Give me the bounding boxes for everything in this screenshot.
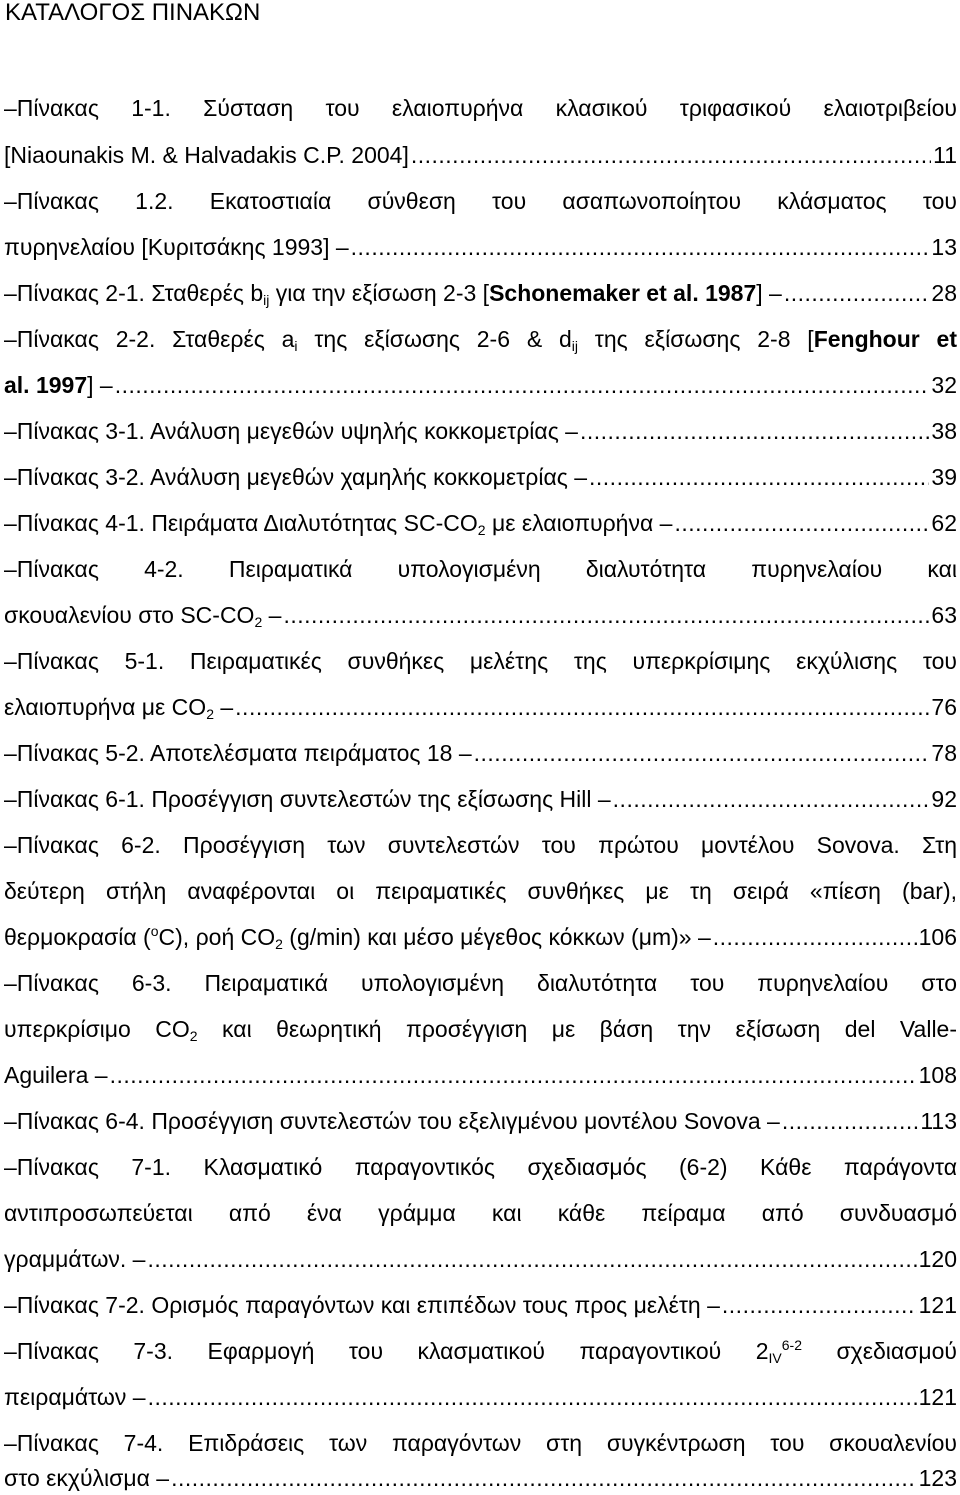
toc-entry-text: πειραμάτων – <box>4 1384 146 1410</box>
page-number: 11 <box>933 142 957 168</box>
toc-entry-17-line-1[interactable]: –Πίνακας 7-3. Εφαρμογή του κλασματικού παραγοντικού $2_{IV}^{6-2}$ σχεδιασμού <box>4 1337 957 1366</box>
dot-leader <box>351 232 930 262</box>
toc-entry-14[interactable] <box>4 1106 957 1136</box>
toc-entry-text: στο εκχύλισμα – <box>4 1465 170 1491</box>
toc-entry-text: –Πίνακας 2-1. Σταθερές $b_{ij}$ για την εξίσωση 2-3 [Schonemaker et al. 1987] – <box>4 280 782 308</box>
dot-leader <box>589 462 929 492</box>
toc-entry-text: al. 1997] – <box>4 372 113 398</box>
page-number: 39 <box>931 464 957 490</box>
toc-entry-10[interactable] <box>4 738 957 768</box>
dot-leader <box>148 1382 917 1412</box>
toc-entry-text: –Πίνακας 3-2. Ανάλυση μεγεθών χαμηλής κοκκομετρίας – <box>4 464 588 490</box>
page-number: 78 <box>931 740 957 766</box>
toc-entry-4-line-2[interactable] <box>4 370 957 400</box>
page-number: 76 <box>931 694 957 720</box>
toc-entry-13-line-1[interactable]: –Πίνακας 6-3. Πειραματικά υπολογισμένη διαλυτότητα του πυρηνελαίου στο <box>4 970 957 996</box>
page-number: 38 <box>931 418 957 444</box>
dot-leader <box>110 1060 917 1090</box>
toc-entry-9-line-2[interactable] <box>4 692 957 722</box>
toc-entry-3[interactable] <box>4 278 957 308</box>
page-number: 62 <box>931 510 957 536</box>
dot-leader <box>613 784 930 814</box>
toc-entry-1-line-1[interactable]: –Πίνακας 1-1. Σύσταση του ελαιοπυρήνα κλασικού τριφασικού ελαιοτριβείου <box>4 95 957 121</box>
toc-entry-7[interactable] <box>4 508 957 538</box>
toc-entry-8-line-2[interactable] <box>4 600 957 630</box>
dot-leader <box>674 508 929 538</box>
page-number: 108 <box>918 1062 957 1088</box>
toc-entry-text: γραμμάτων. – <box>4 1246 146 1272</box>
toc-entry-text: Aguilera – <box>4 1062 108 1088</box>
dot-leader <box>580 416 929 446</box>
toc-entry-6[interactable] <box>4 462 957 492</box>
page-number: 113 <box>920 1108 957 1134</box>
toc-entry-text: [Niaounakis M. & Halvadakis C.P. 2004] <box>4 142 409 168</box>
page-number: 32 <box>931 372 957 398</box>
toc-entry-11[interactable] <box>4 784 957 814</box>
page-number: 92 <box>931 786 957 812</box>
toc-entry-text: ελαιοπυρήνα με $CO_2$ – <box>4 694 234 722</box>
toc-entry-5[interactable] <box>4 416 957 446</box>
toc-entry-text: –Πίνακας 6-4. Προσέγγιση συντελεστών του εξελιγμένου μοντέλου Sovova – <box>4 1108 780 1134</box>
toc-entry-15-line-3[interactable] <box>4 1244 957 1274</box>
dot-leader <box>411 140 931 170</box>
toc-entry-text: –Πίνακας 4-1. Πειράματα Διαλυτότητας $SC-CO_2$ με ελαιοπυρήνα – <box>4 510 673 538</box>
toc-entry-text: –Πίνακας 5-2. Αποτελέσματα πειράματος 18 – <box>4 740 472 766</box>
toc-entry-13-line-3[interactable] <box>4 1060 957 1090</box>
toc-entry-2-line-1[interactable]: –Πίνακας 1.2. Εκατοστιαία σύνθεση του ασαπωνοποίητου κλάσματος του <box>4 188 957 214</box>
page-title: ΚΑΤΑΛΟΓΟΣ ΠΙΝΑΚΩΝ <box>5 0 261 26</box>
page-number: 121 <box>918 1384 957 1410</box>
toc-entry-16[interactable] <box>4 1290 957 1320</box>
page-number: 106 <box>918 924 957 950</box>
toc-entry-12-line-2[interactable]: δεύτερη στήλη αναφέρονται οι πειραματικές συνθήκες με τη σειρά «πίεση (bar), <box>4 878 957 904</box>
toc-entry-9-line-1[interactable]: –Πίνακας 5-1. Πειραματικές συνθήκες μελέτης της υπερκρίσιμης εκχύλισης του <box>4 648 957 674</box>
dot-leader <box>115 370 930 400</box>
page-number: 28 <box>931 280 957 306</box>
dot-leader <box>722 1290 917 1320</box>
dot-leader <box>782 1106 919 1136</box>
toc-entry-15-line-1[interactable]: –Πίνακας 7-1. Κλασματικό παραγοντικός σχεδιασμός (6-2) Κάθε παράγοντα <box>4 1154 957 1180</box>
toc-entry-text: –Πίνακας 6-1. Προσέγγιση συντελεστών της εξίσωσης Hill – <box>4 786 611 812</box>
toc-entry-text: σκουαλενίου στο $SC-CO_2$ – <box>4 602 282 630</box>
toc-entry-12-line-1[interactable]: –Πίνακας 6-2. Προσέγγιση των συντελεστών του πρώτου μοντέλου Sovova. Στη <box>4 832 957 858</box>
dot-leader <box>474 738 930 768</box>
dot-leader <box>147 1244 916 1274</box>
dot-leader <box>283 600 929 630</box>
toc-entry-8-line-1[interactable]: –Πίνακας 4-2. Πειραματικά υπολογισμένη διαλυτότητα πυρηνελαίου και <box>4 556 957 582</box>
toc-entry-2-line-2[interactable] <box>4 232 957 262</box>
toc-entry-1-line-2[interactable] <box>4 140 957 170</box>
dot-leader <box>784 278 930 308</box>
dot-leader <box>235 692 929 722</box>
toc-entry-18-line-2[interactable] <box>4 1463 957 1493</box>
toc-entry-text: πυρηνελαίου [Κυριτσάκης 1993] – <box>4 234 349 260</box>
toc-entry-text: –Πίνακας 3-1. Ανάλυση μεγεθών υψηλής κοκκομετρίας – <box>4 418 578 444</box>
page-number: 121 <box>918 1292 957 1318</box>
dot-leader <box>713 922 917 952</box>
page-number: 63 <box>931 602 957 628</box>
toc-entry-text: θερμοκρασία ($^o$C), ροή $CO_2$ (g/min) και μέσο μέγεθος κόκκων (μm)» – <box>4 923 711 952</box>
dot-leader <box>171 1463 917 1493</box>
toc-entry-17-line-2[interactable] <box>4 1382 957 1412</box>
toc-entry-4-line-1[interactable]: –Πίνακας 2-2. Σταθερές $a_i$ της εξίσωσης 2-6 & $d_{ij}$ της εξίσωσης 2-8 [Fenghour et <box>4 326 957 354</box>
page-number: 123 <box>918 1465 957 1491</box>
toc-entry-15-line-2[interactable]: αντιπροσωπεύεται από ένα γράμμα και κάθε πείραμα από συνδυασμό <box>4 1200 957 1226</box>
toc-entry-18-line-1[interactable]: –Πίνακας 7-4. Επιδράσεις των παραγόντων στη συγκέντρωση του σκουαλενίου <box>4 1430 957 1456</box>
page-number: 120 <box>918 1246 957 1272</box>
toc-entry-text: –Πίνακας 7-2. Ορισμός παραγόντων και επιπέδων τους προς μελέτη – <box>4 1292 720 1318</box>
page-number: 13 <box>931 234 957 260</box>
toc-entry-13-line-2[interactable]: υπερκρίσιμο $CO_2$ και θεωρητική προσέγγιση με βάση την εξίσωση del Valle- <box>4 1016 958 1044</box>
toc-entry-12-line-3[interactable] <box>4 922 957 952</box>
